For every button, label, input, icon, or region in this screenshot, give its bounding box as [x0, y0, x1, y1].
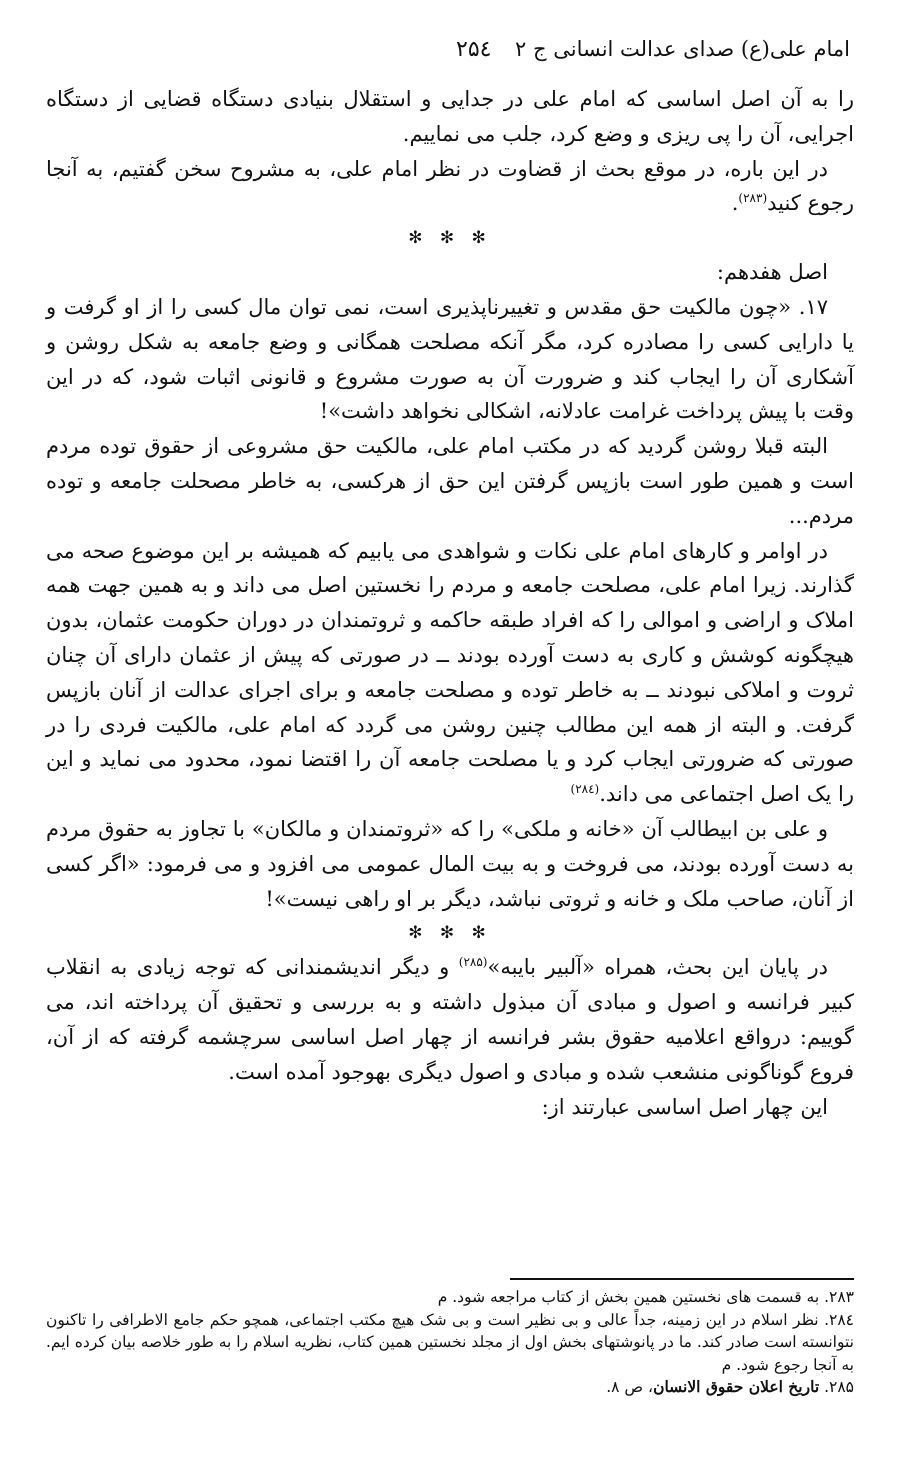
page-header	[46, 38, 854, 82]
running-title: امام علی(ع) صدای عدالت انسانی ج ۲	[515, 37, 850, 61]
footnote-citation: ، ص ۸.	[606, 1378, 654, 1396]
main-text	[46, 82, 854, 1124]
footnote-283: ۲۸۳. به قسمت های نخستین همین بخش از کتاب مراجعه شود. م	[437, 1288, 854, 1306]
page-number: ۲۵٤	[456, 37, 492, 62]
paragraph-text: در اوامر و کارهای امام علی نکات و شواهدی می یابیم که همیشه بر این موضوع صحه می گذارند. زیرا امام علی، مصلحت جامعه و مردم را نخستین اصل می داند و به همین جهت همه املاک و اراضی و اموالی را که افراد طبقه حاکمه و ثروتمندان در دوران حکومت عثمان، بدون هیچگونه کوشش و کاری به دست آورده بودند ــ در صورتی که پیش از عثمان دارای آن چنان ثروت و املاکی نبودند ــ به خاطر توده و مصلحت جامعه و برای اجرای عدالت از آنان بازپس گرفت. و البته از همه این مطالب چنین روشن می گردد که امام علی، مالکیت فردی را در صورتی که ضرورتی ایجاب کرد و یا مصلحت جامعه آن را اقتضا نمود، محدود می نماید و این را یک اصل اجتماعی می داند.	[46, 538, 854, 807]
section-heading: اصل هفدهم:	[716, 260, 828, 285]
footnote-ref-285: (۲۸۵)	[458, 955, 488, 970]
paragraph-text: و دیگر اندیشمندانی که توجه زیادی به انقلاب کبیر فرانسه و اصول و مبادی آن مبذول داشته و به بررسی و تحقیق آن پرداخته اند، می گوییم: درواقع اعلامیه حقوق بشر فرانسه از چهار اصل اساسی سرچشمه گرفته که از آن، فروع گوناگونی منشعب شده و مبادی و اصول دیگری بهوجود آمده است.	[46, 955, 854, 1084]
footnote-ref-284: (۲۸٤)	[570, 782, 600, 797]
paragraph: را به آن اصل اساسی که امام علی در جدایی و استقلال بنیادی دستگاه قضایی از دستگاه اجرایی، آن را پی ریزی و وضع کرد، جلب می نماییم.	[46, 87, 854, 146]
section-separator: ✻ ✻ ✻	[408, 228, 492, 249]
paragraph: این چهار اصل اساسی عبارتند از:	[541, 1094, 828, 1119]
paragraph: البته قبلا روشن گردید که در مکتب امام علی، مالکیت حق مشروعی از حقوق توده مردم است و همین طور است بازپس گرفتن این حق از هرکسی، به خاطر مصحلت جامعه و توده مردم...	[46, 434, 854, 528]
paragraph	[46, 950, 854, 1089]
footnote-number: ۲۸۵.	[819, 1378, 854, 1396]
paragraph-text: در این باره، در موقع بحث از قضاوت در نظر امام علی، به مشروح سخن گفتیم، به آنجا رجوع کنید	[46, 156, 854, 216]
cited-book-title: تاریخ اعلان حقوق الانسان	[653, 1377, 820, 1396]
paragraph: ۱۷. «چون مالکیت حق مقدس و تغییرناپذیری است، نمی توان مال کسی را از او گرفت و یا دارایی کسی را مصادره کرد، مگر آنکه مصلحت همگانی و وضع جامعه به شکل روشن و آشکاری آن را ایجاب کند و ضرورت آن به صورت مشروع و قانونی اثبات شود، که در این وقت با پیش پرداخت غرامت عادلانه، اشکالی نخواهد داشت»!	[46, 294, 854, 424]
footnote-ref-283: (۲۸۳)	[738, 191, 768, 206]
section-separator: ✻ ✻ ✻	[408, 923, 492, 944]
footnote-divider	[510, 1278, 854, 1280]
footnotes	[46, 1278, 854, 1399]
paragraph	[46, 534, 854, 812]
paragraph-text: در پایان این بحث، همراه «آلبیر بایبه»	[487, 955, 828, 980]
paragraph-end: .	[731, 191, 739, 216]
paragraph: و علی بن ابیطالب آن «خانه و ملکی» را که «ثروتمندان و مالکان» با تجاوز به حقوق مردم به دست آورده بودند، می فروخت و به بیت المال عمومی می افزود و می فرمود: «اگر کسی از آنان، صاحب ملک و خانه و ثروتی نباشد، دیگر بر او راهی نیست»!	[46, 816, 854, 911]
footnote-284: ۲۸٤. نظر اسلام در این زمینه، جداً عالی و بی نظیر است و بی شک هیچ مکتب اجتماعی، همچو حکم جامع الاطرافی را تاکنون نتوانسته است صادر کند. ما در پانوشتهای بخش اول از مجلد نخستین همین کتاب، نظریه اسلام را به طور خلاصه بیان کرده ایم. به آنجا رجوع شود. م	[46, 1310, 854, 1374]
paragraph	[46, 152, 854, 222]
footnote-285	[46, 1376, 854, 1399]
